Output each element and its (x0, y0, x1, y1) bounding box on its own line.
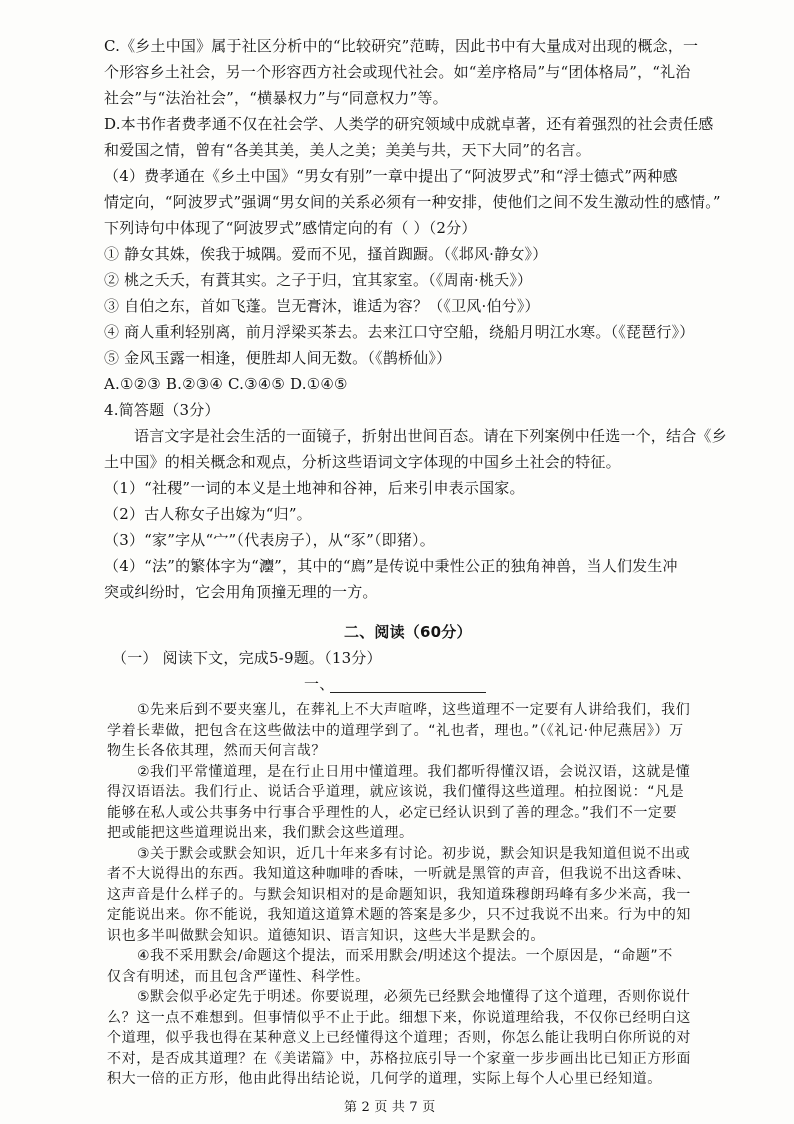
passage-line: 把或能把这些道理说出来，我们默会这些道理。 (107, 825, 414, 841)
passage-title-blank (330, 692, 486, 693)
text-line: 和爱国之情，曾有“各美其美，美人之美；美美与共，天下大同”的名言。 (104, 141, 591, 159)
text-line: 语言文字是社会生活的一面镜子，折射出世间百态。请在下列案例中任选一个，结合《乡 (134, 427, 727, 445)
passage-line: 识也多半叫做默会知识。道德知识、语言知识，这些大半是默会的。 (107, 927, 545, 944)
page-number: 第 2 页 共 7 页 (344, 1100, 436, 1115)
option-3: ③ 自伯之东，首如飞蓬。岂无膏沐，谁适为容？（《卫风·伯兮》） (104, 297, 540, 315)
text-line: 土中国》的相关概念和观点，分析这些语词文字体现的中国乡土社会的特征。 (104, 453, 621, 471)
passage-line: 能够在私人或公共事务中行事合乎理性的人，必定已经认识到了善的理念。”我们不一定要 (107, 804, 678, 821)
passage-line: 者不大说得出的东西。我知道这种咖啡的香味，一听就是黑管的声音，但我说不出这香味、 (107, 866, 691, 882)
text-line: （4）费孝通在《乡土中国》“男女有别”一章中提出了“阿波罗式”和“浮士德式”两种感 (104, 167, 678, 185)
part-intro: （一） 阅读下文，完成5-9题。（13分） (112, 649, 382, 667)
passage-line: 积大一倍的正方形，他由此得出结论说，几何学的道理，实际上每个人心里已经知道。 (107, 1071, 662, 1087)
text-line: C.《乡土中国》属于社区分析中的“比较研究”范畴，因此书中有大量成对出现的概念，一 (104, 37, 699, 55)
passage-line: 学着长辈做，把包含在这些做法中的道理学到了。“礼也者，理也。”（《礼记·仲尼燕居》）万 (107, 722, 684, 739)
case-2: （2）古人称女子出嫁为“归”。 (104, 505, 312, 523)
text-line: 个形容乡土社会，另一个形容西方社会或现代社会。如“差序格局”与“团体格局”，“礼治 (104, 63, 691, 81)
case-4: （4）“法”的繁体字为“灋”，其中的“廌”是传说中秉性公正的独角神兽，当人们发生冲 (104, 557, 678, 575)
passage-title-prefix: 一、 (304, 675, 335, 693)
passage-line: 定能说出来。你不能说，我知道这道算术题的答案是多少，只不过我说不出来。行为中的知 (107, 907, 691, 923)
passage-line: ①先来后到不要夹塞儿，在葬礼上不大声喧哗，这些道理不一定要有人讲给我们，我们 (137, 702, 691, 718)
passage-line: 个道理，似乎我也得在某种意义上已经懂得这个道理；否则，你怎么能让我明白你所说的对 (107, 1030, 691, 1046)
passage-line: 物生长各依其理，然而天何言哉？ (107, 743, 326, 759)
passage-line: ④我不采用默会/命题这个提法，而采用默会/明述这个提法。一个原因是，“命题”不 (137, 948, 673, 964)
text-line: 情定向，“阿波罗式”强调“男女间的关系必须有一种安排，使他们之间不发生激动性的感情。” (104, 193, 721, 211)
passage-line: 不对，是否成其道理？在《美诺篇》中，苏格拉底引导一个家童一步步画出比已知正方形面 (107, 1050, 691, 1067)
text-line: 下列诗句中体现了“阿波罗式”感情定向的有（ ）（2分） (104, 219, 477, 237)
case-3: （3）“家”字从“宀”（代表房子），从“豕”（即猪）。 (104, 531, 435, 549)
question-heading: 4.简答题（3分） (104, 401, 220, 419)
option-1: ① 静女其姝，俟我于城隅。爱而不见，搔首踟蹰。（《邶风·静女》） (104, 245, 548, 263)
case-1: （1）“社稷”一词的本义是土地神和谷神，后来引申表示国家。 (104, 479, 525, 497)
option-5: ⑤ 金风玉露一相逢，便胜却人间无数。（《鹊桥仙》） (104, 349, 452, 367)
section-title: 二、阅读（60分） (344, 623, 472, 641)
text-line: 社会”与“法治社会”，“横暴权力”与“同意权力”等。 (104, 89, 448, 107)
passage-line: 这声音是什么样子的。与默会知识相对的是命题知识，我知道珠穆朗玛峰有多少米高，我一 (107, 886, 691, 903)
option-2: ② 桃之夭夭，有蕡其实。之子于归，宜其家室。（《周南·桃夭》） (104, 271, 533, 289)
passage-line: 得汉语语法。我们行止、说话合乎道理，就应该说，我们懂得这些道理。柏拉图说：“凡是 (107, 784, 685, 800)
passage-line: 么？这一点不难想到。但事情似乎不止于此。细想下来，你说道理给我，不仅你已经明白这 (107, 1009, 691, 1026)
passage-line: ⑤默会似乎必定先于明述。你要说理，必须先已经默会地懂得了这个道理，否则你说什 (137, 989, 691, 1005)
passage-line: 仅含有明述，而且包含严谨性、科学性。 (107, 968, 370, 985)
passage-line: ②我们平常懂道理，是在行止日用中懂道理。我们都听得懂汉语，会说汉语，这就是懂 (137, 763, 691, 780)
answer-choices: A.①②③ B.②③④ C.③④⑤ D.①④⑤ (104, 375, 348, 393)
passage-line: ③关于默会或默会知识，近几十年来多有讨论。初步说，默会知识是我知道但说不出或 (137, 845, 691, 862)
text-line: D.本书作者费孝通不仅在社会学、人类学的研究领域中成就卓著，还有着强烈的社会责任感 (104, 115, 714, 133)
text-line: 突或纠纷时，它会用角顶撞无理的一方。 (104, 583, 378, 601)
option-4: ④ 商人重利轻别离，前月浮梁买茶去。去来江口守空船，绕船月明江水寒。（《琵琶行》） (104, 323, 695, 341)
